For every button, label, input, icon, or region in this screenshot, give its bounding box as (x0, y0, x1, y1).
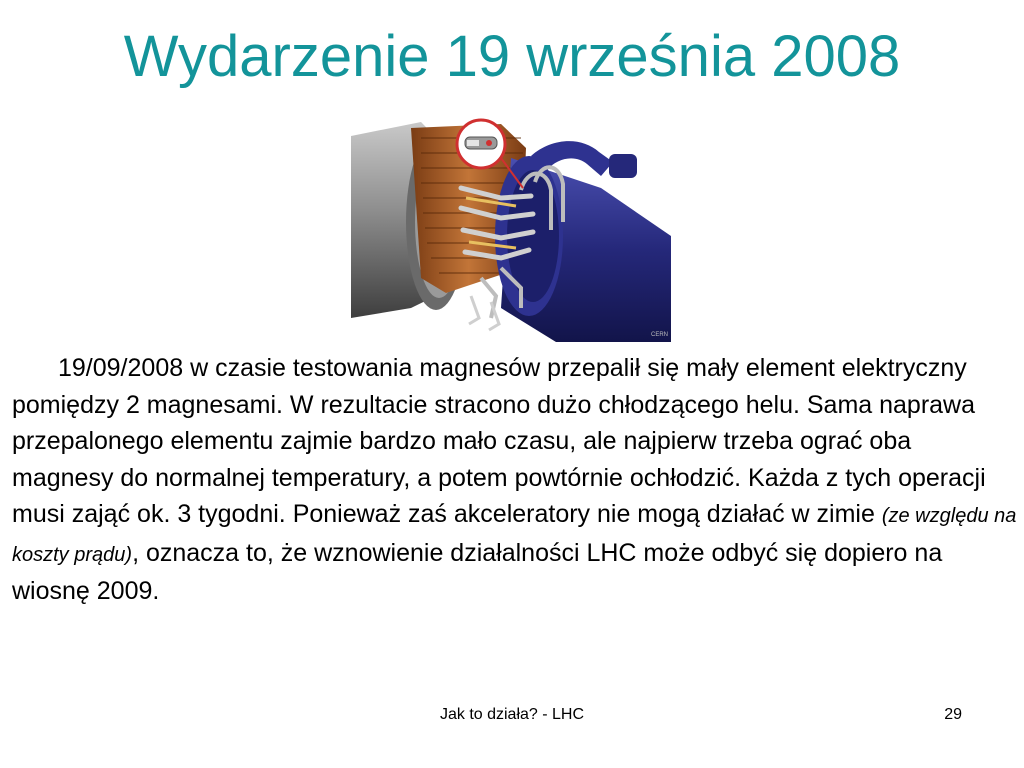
footer-title: Jak to działa? - LHC (439, 706, 585, 723)
svg-text:CERN: CERN (651, 332, 669, 338)
body-text-note: (ze względu na koszty prądu) (12, 505, 1017, 566)
body-paragraph (12, 350, 1017, 610)
body-text-main: 19/09/2008 w czasie testowania magnesów przepalił się mały element elektryczny pomiędzy 2 magnesami. W rezultacie stracono dużo chłodzącego helu. Sama naprawa przepalonego elementu zajmie bardzo mało czasu, ale najpierw trzeba ograć oba magnesy do normalnej temperatury, a potem powtórnie ochłodzić. Każda z tych operacji musi zająć ok. 3 tygodni. Ponieważ zaś akceleratory nie mogą działać w zimie (12, 354, 986, 528)
slide-title: Wydarzenie 19 września 2008 (123, 24, 901, 89)
lhc-magnet-interconnect-icon (351, 118, 671, 342)
magnet-interconnect-image (351, 118, 671, 342)
page-number: 29 (944, 706, 962, 723)
body-text-end: , oznacza to, że wznowienie działalności LHC może odbyć się dopiero na wiosnę 2009. (12, 538, 943, 605)
